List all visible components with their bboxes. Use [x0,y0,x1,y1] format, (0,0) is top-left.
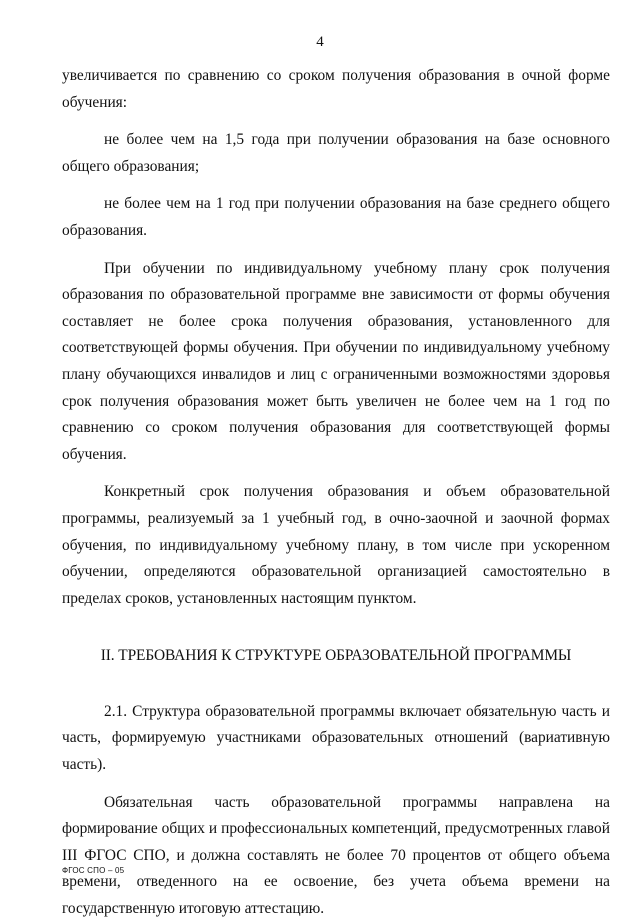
footer-document-code: ФГОС СПО – 05 [62,866,125,875]
paragraph: не более чем на 1 год при получении образования на базе среднего общего образования. [62,195,610,239]
document-body [62,63,610,923]
paragraph: При обучении по индивидуальному учебному плану срок получения образования по образовательной программе вне зависимости от формы обучения составляет не более срока получения образования, установленного для соответствующей формы обучения. При обучении по индивидуальному учебному плану обучающихся инвалидов и лиц с ограниченными возможностями здоровья срок получения образования может быть увеличен не более чем на 1 год по сравнению со сроком получения образования для соответствующей формы обучения. [62,259,610,463]
page-number: 4 [316,34,324,50]
paragraph: не более чем на 1,5 года при получении образования на базе основного общего образования; [62,131,610,175]
paragraph: Конкретный срок получения образования и объем образовательной программы, реализуемый за 1 учебный год, в очно-заочной и заочной формах обучения, по индивидуальному учебному плану, в том числе при ускоренном обучении, определяются образовательной организацией самостоятельно в пределах сроков, установленных настоящим пунктом. [62,483,610,607]
paragraph: увеличивается по сравнению со сроком получения образования в очной форме обучения: [62,67,610,111]
section-heading: II. ТРЕБОВАНИЯ К СТРУКТУРЕ ОБРАЗОВАТЕЛЬНОЙ ПРОГРАММЫ [100,647,572,665]
paragraph: Обязательная часть образовательной программы направлена на формирование общих и профессиональных компетенций, предусмотренных главой III ФГОС СПО, и должна составлять не более 70 процентов от общего объема времени, отведенного на ее освоение, без учета объема времени на государственную итоговую аттестацию. [62,793,610,918]
paragraph: 2.1. Структура образовательной программы включает обязательную часть и часть, формируемую участниками образовательных отношений (вариативную часть). [62,702,610,774]
